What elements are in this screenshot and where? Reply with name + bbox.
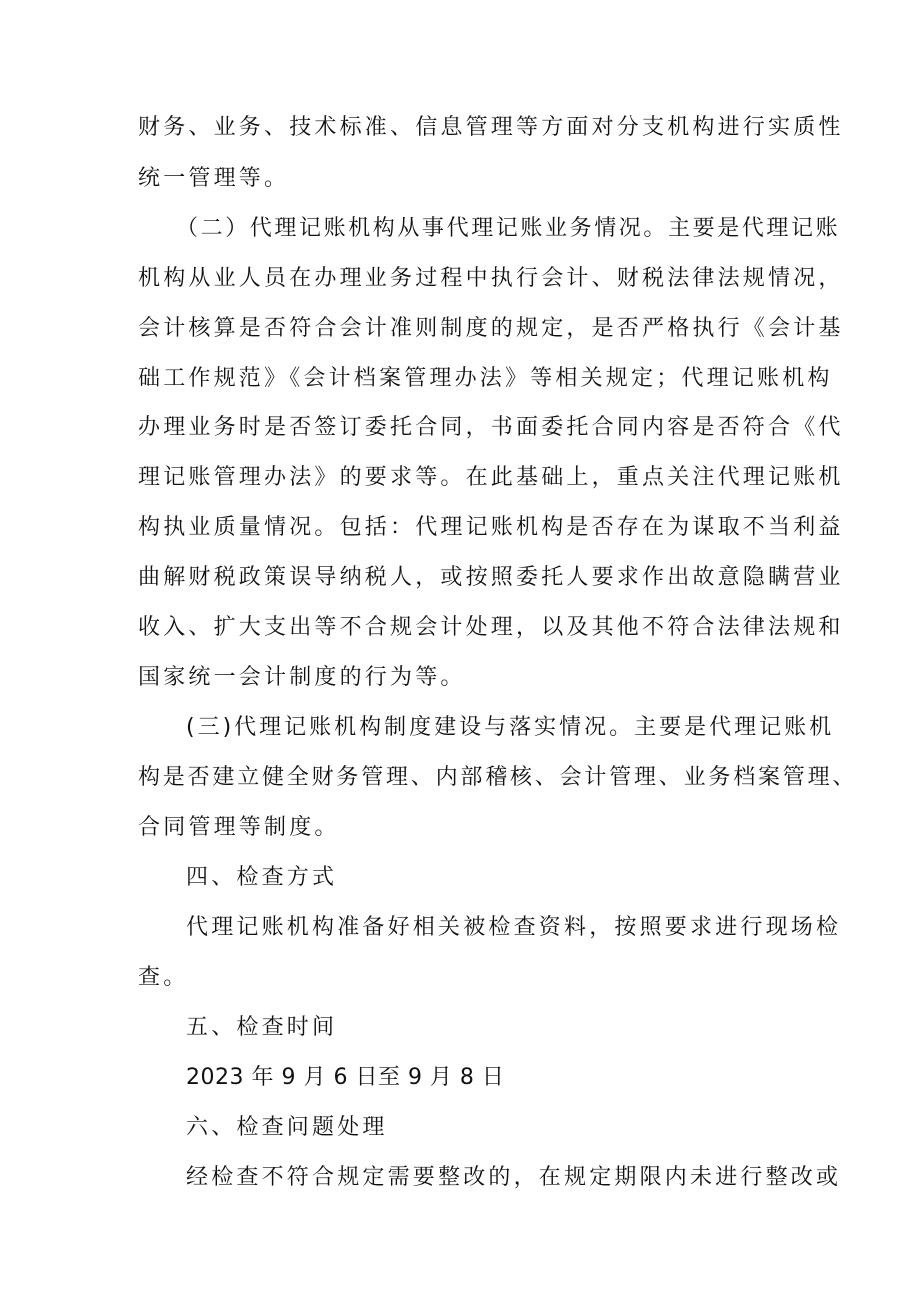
- paragraph-2-line-8: 曲解财税政策误导纳税人，或按照委托人要求作出故意隐瞒营业: [138, 565, 844, 590]
- paragraph-1-line-2: 统一管理等。: [138, 166, 290, 191]
- paragraph-3-line-1: (三)代理记账机构制度建设与落实情况。主要是代理记账机: [186, 715, 835, 740]
- paragraph-1-line-1: 财务、业务、技术标准、信息管理等方面对分支机构进行实质性: [138, 115, 844, 140]
- section-heading-inspection-time: 五、检查时间: [186, 1015, 338, 1040]
- paragraph-2-line-9: 收入、扩大支出等不合规会计处理，以及其他不符合法律法规和: [138, 615, 844, 640]
- paragraph-2-line-4: 础工作规范》《会计档案管理办法》等相关规定；代理记账机构: [138, 366, 833, 391]
- paragraph-3-line-2: 构是否建立健全财务管理、内部稽核、会计管理、业务档案管理、: [138, 765, 858, 790]
- paragraph-5-line-1: 代理记账机构准备好相关被检查资料，按照要求进行现场检: [186, 915, 842, 940]
- paragraph-2-line-10: 国家统一会计制度的行为等。: [138, 665, 466, 690]
- paragraph-2-line-1: （二）代理记账机构从事代理记账业务情况。主要是代理记账: [176, 216, 841, 241]
- paragraph-2-line-3: 会计核算是否符合会计准则制度的规定，是否严格执行《会计基: [138, 316, 844, 341]
- section-heading-inspection-method: 四、检查方式: [186, 865, 338, 890]
- paragraph-3-line-3: 合同管理等制度。: [138, 815, 340, 840]
- paragraph-2-line-5: 办理业务时是否签订委托合同，书面委托合同内容是否符合《代: [138, 415, 844, 440]
- inspection-date-range: 2023 年 9 月 6 日至 9 月 8 日: [186, 1065, 505, 1090]
- paragraph-5-line-2: 查。: [138, 965, 189, 990]
- paragraph-2-line-2: 机构从业人员在办理业务过程中执行会计、财税法律法规情况，: [138, 266, 844, 291]
- section-heading-issue-handling: 六、检查问题处理: [186, 1115, 388, 1140]
- paragraph-2-line-6: 理记账管理办法》的要求等。在此基础上，重点关注代理记账机: [138, 465, 844, 490]
- paragraph-9-line-1: 经检查不符合规定需要整改的，在规定期限内未进行整改或: [186, 1165, 842, 1190]
- paragraph-2-line-7: 构执业质量情况。包括：代理记账机构是否存在为谋取不当利益: [138, 515, 844, 540]
